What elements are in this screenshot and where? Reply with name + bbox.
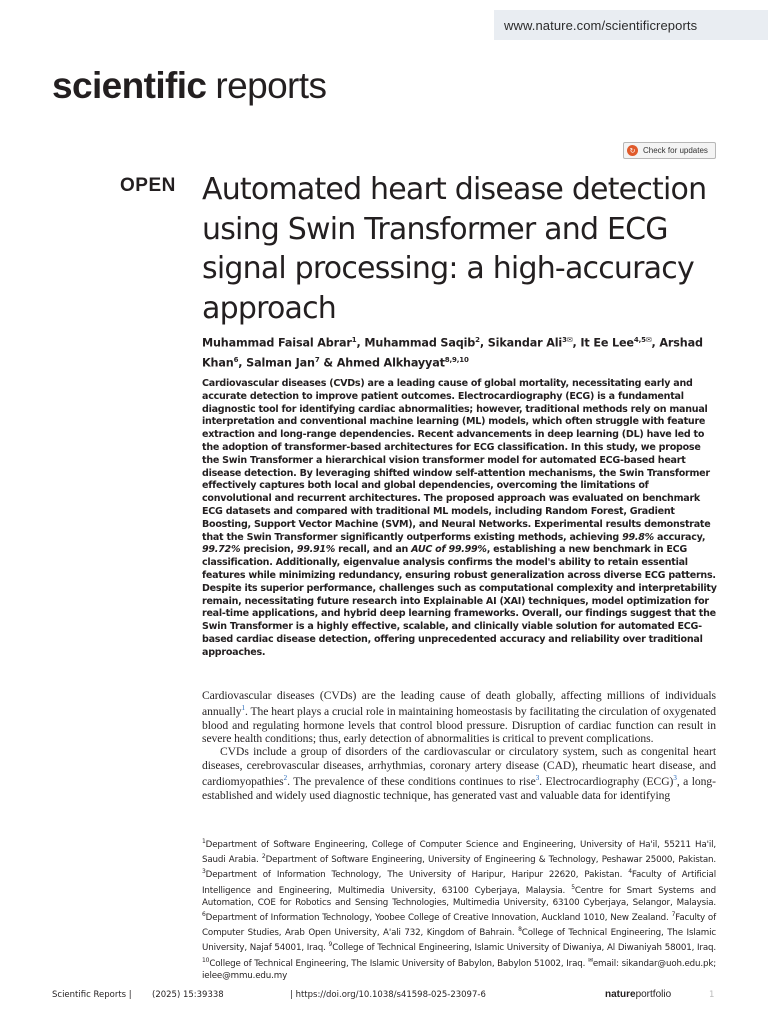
body-text-run: , a long-established and widely used diagnostic technique, has generated vast and valuable data for identifying — [202, 775, 716, 802]
publisher-logo — [605, 989, 671, 1000]
body-text-run: . Electrocardiography (ECG) — [539, 775, 674, 789]
author-name[interactable]: Muhammad Saqib — [364, 336, 476, 350]
author-name[interactable]: Muhammad Faisal Abrar — [202, 336, 352, 350]
affil-number: 7 — [671, 911, 676, 919]
email-icon: ✉ — [587, 956, 593, 964]
affil-text: Department of Information Technology, Yoobee College of Creative Innovation, Auckland 1010, New Zealand. — [205, 912, 672, 923]
author-affil: 2 — [475, 336, 480, 344]
affil-number: 2 — [261, 853, 266, 861]
body-paragraph — [202, 745, 716, 801]
accuracy-value: 99.8% — [622, 531, 654, 543]
affil-number: 3 — [202, 868, 206, 876]
affil-number: 6 — [202, 911, 206, 919]
author-affil: 8,9,10 — [444, 355, 469, 364]
affil-number: 8 — [518, 926, 522, 934]
author-name[interactable]: Sikandar Ali — [487, 336, 563, 350]
affil-text: Centre for Smart Systems and Automation, COE for Robotics and Sensing Technologies, Multimedia University, 63100 Cyberjaya, Selangor, Malaysia. — [202, 885, 716, 908]
affil-number: 4 — [628, 868, 632, 876]
affil-number: 1 — [202, 838, 206, 845]
affil-text: College of Technical Engineering, Islamic University of Diwaniya, Al Diwaniyah 58001, Iraq. — [332, 943, 716, 954]
page-footer — [52, 990, 718, 1004]
affil-text: College of Technical Engineering, The Islamic University, Najaf 54001, Iraq. — [202, 928, 716, 954]
affil-text: College of Technical Engineering, The Islamic University of Babylon, Babylon 51002, Iraq. — [209, 958, 588, 969]
page-number: 1 — [709, 990, 715, 1000]
check-for-updates-label: Check for updates — [643, 146, 708, 155]
body-text-run: . The heart plays a crucial role in maintaining homeostasis by facilitating the circulation of oxygenated blood and regulating hormone levels that control blood pressure. Disruption of cardiac function can result in severe health conditions; thus, early detection of abnormalities is critical to prevent complications. — [202, 705, 717, 746]
check-for-updates-button[interactable] — [623, 142, 716, 159]
body-text-run: . The prevalence of these conditions continues to rise — [287, 775, 536, 789]
author-affil: 4,5✉ — [633, 336, 652, 344]
body-text-run: Cardiovascular diseases (CVDs) are the leading cause of death globally, affecting millions of individuals annually — [202, 689, 716, 719]
reference-link[interactable]: 3 — [673, 774, 677, 783]
author-name[interactable]: It Ee Lee — [580, 336, 634, 350]
journal-url[interactable]: www.nature.com/scientificreports — [494, 10, 768, 40]
auc-value: AUC of 99.99% — [411, 544, 487, 556]
affil-text: Department of Information Technology, The University of Haripur, Haripur 22620, Pakistan. — [205, 870, 629, 881]
footer-volume: (2025) 15:39338 — [152, 990, 224, 1000]
refresh-icon: ↻ — [627, 145, 638, 156]
abstract-text: , establishing a new benchmark in ECG classification. Additionally, eigenvalue analysis confirms the model's ability to retain essential features while minimizing redundancy, ensuring robust generalization across diverse ECG patterns. Despite its superior performance, challenges such as computational complexity and interpretability remain, necessitating future research into Explainable AI (XAI) techniques, model optimization for real-time applications, and hybrid deep learning frameworks. Overall, our findings suggest that the Swin Transformer is a highly effective, scalable, and clinically viable solution for automated ECG-based cardiac disease detection, offering unprecedented accuracy and reliability over traditional approaches. — [202, 544, 717, 658]
affil-text: Department of Software Engineering, College of Computer Science and Engineering, University of Ha'il, 55211 Ha'il, Saudi Arabia. — [202, 839, 716, 866]
open-access-label: OPEN — [120, 175, 176, 196]
abstract-text: accuracy, — [653, 531, 706, 543]
recall-value: 99.91% — [296, 544, 336, 556]
footer-doi-link[interactable]: | https://doi.org/10.1038/s41598-025-23097-6 — [290, 990, 486, 1000]
affil-text: Faculty of Artificial Intelligence and Engineering, Multimedia University, 63100 Cyberjaya, Malaysia. — [202, 870, 716, 896]
author-affil: 7 — [314, 355, 320, 364]
reference-link[interactable]: 2 — [283, 774, 288, 783]
journal-name-bold: scientific — [52, 65, 207, 106]
affil-text: Department of Software Engineering, University of Engineering & Technology, Peshawar 25000, Pakistan. — [265, 855, 716, 866]
article-title: Automated heart disease detection using Swin Transformer and ECG signal processing: a high-accuracy approach — [202, 172, 707, 326]
abstract-text: precision, — [240, 544, 297, 556]
affiliations — [202, 836, 716, 982]
author-list: Muhammad Faisal Abrar$^1$, Muhammad Saqib$^2$, Sikandar Ali$^{3✉}$, It Ee Lee$^{4,5✉}$, Arshad Khan$^6$, Salman Jan$^7$ & Ahmed Alkhayyat$^{8,9,10}$ — [202, 336, 703, 370]
reference-link[interactable]: 3 — [535, 774, 540, 783]
contact-email[interactable]: email: sikandar@uoh.edu.pk; ielee@mmu.edu.my — [202, 958, 717, 981]
body-text-run: CVDs include a group of disorders of the cardiovascular or circulatory system, such as congenital heart diseases, cerebrovascular diseases, arrhythmias, coronary artery disease (CAD), rheumatic heart disease, and cardiomyopathies — [202, 745, 716, 789]
affil-number: 5 — [571, 883, 575, 891]
affil-number: 9 — [328, 941, 333, 949]
footer-journal: Scientific Reports | — [52, 990, 132, 1000]
body-paragraph — [202, 689, 716, 745]
affil-text: Faculty of Computer Studies, Arab Open University, A'ali 732, Kingdom of Bahrain. — [202, 912, 716, 939]
author-name[interactable]: Ahmed Alkhayyat — [336, 356, 445, 370]
abstract — [202, 378, 718, 660]
author-affil: 6 — [233, 355, 239, 364]
author-affil: 3✉ — [562, 336, 573, 344]
author-name[interactable]: Arshad Khan — [202, 336, 703, 370]
journal-name-light: reports — [215, 65, 327, 106]
publisher-bold: nature — [605, 989, 636, 1000]
journal-logo — [52, 65, 326, 107]
author-name[interactable]: Salman Jan — [246, 356, 315, 370]
body-text — [202, 689, 716, 802]
abstract-text: Cardiovascular diseases (CVDs) are a leading cause of global mortality, necessitating early and accurate detection to improve patient outcomes. Electrocardiography (ECG) is a fundamental diagnostic tool for identifying cardiac abnormalities; however, traditional methods rely on manual interpretation and conventional machine learning (ML) models, which often struggle with feature extraction and long-range dependencies. Recent advancements in deep learning (DL) have led to the adoption of transformer-based architectures for ECG classification. In this study, we propose the Swin Transformer a hierarchical vision transformer model for automated ECG-based heart disease detection. By leveraging shifted window self-attention mechanisms, the Swin Transformer effectively captures both local and global dependencies, overcoming the limitations of convolutional and recurrent architectures. The proposed approach was evaluated on benchmark ECG datasets and compared with traditional ML models, including Random Forest, Gradient Boosting, Support Vector Machine (SVM), and Neural Networks. Experimental results demonstrate that the Swin Transformer significantly outperforms existing methods, achieving — [202, 378, 711, 543]
reference-link[interactable]: 1 — [241, 704, 245, 713]
author-affil: 1 — [351, 336, 357, 344]
publisher-light: portfolio — [635, 989, 672, 1000]
precision-value: 99.72% — [202, 544, 241, 556]
abstract-text: recall, and an — [335, 544, 412, 556]
affil-number: 10 — [202, 956, 210, 964]
